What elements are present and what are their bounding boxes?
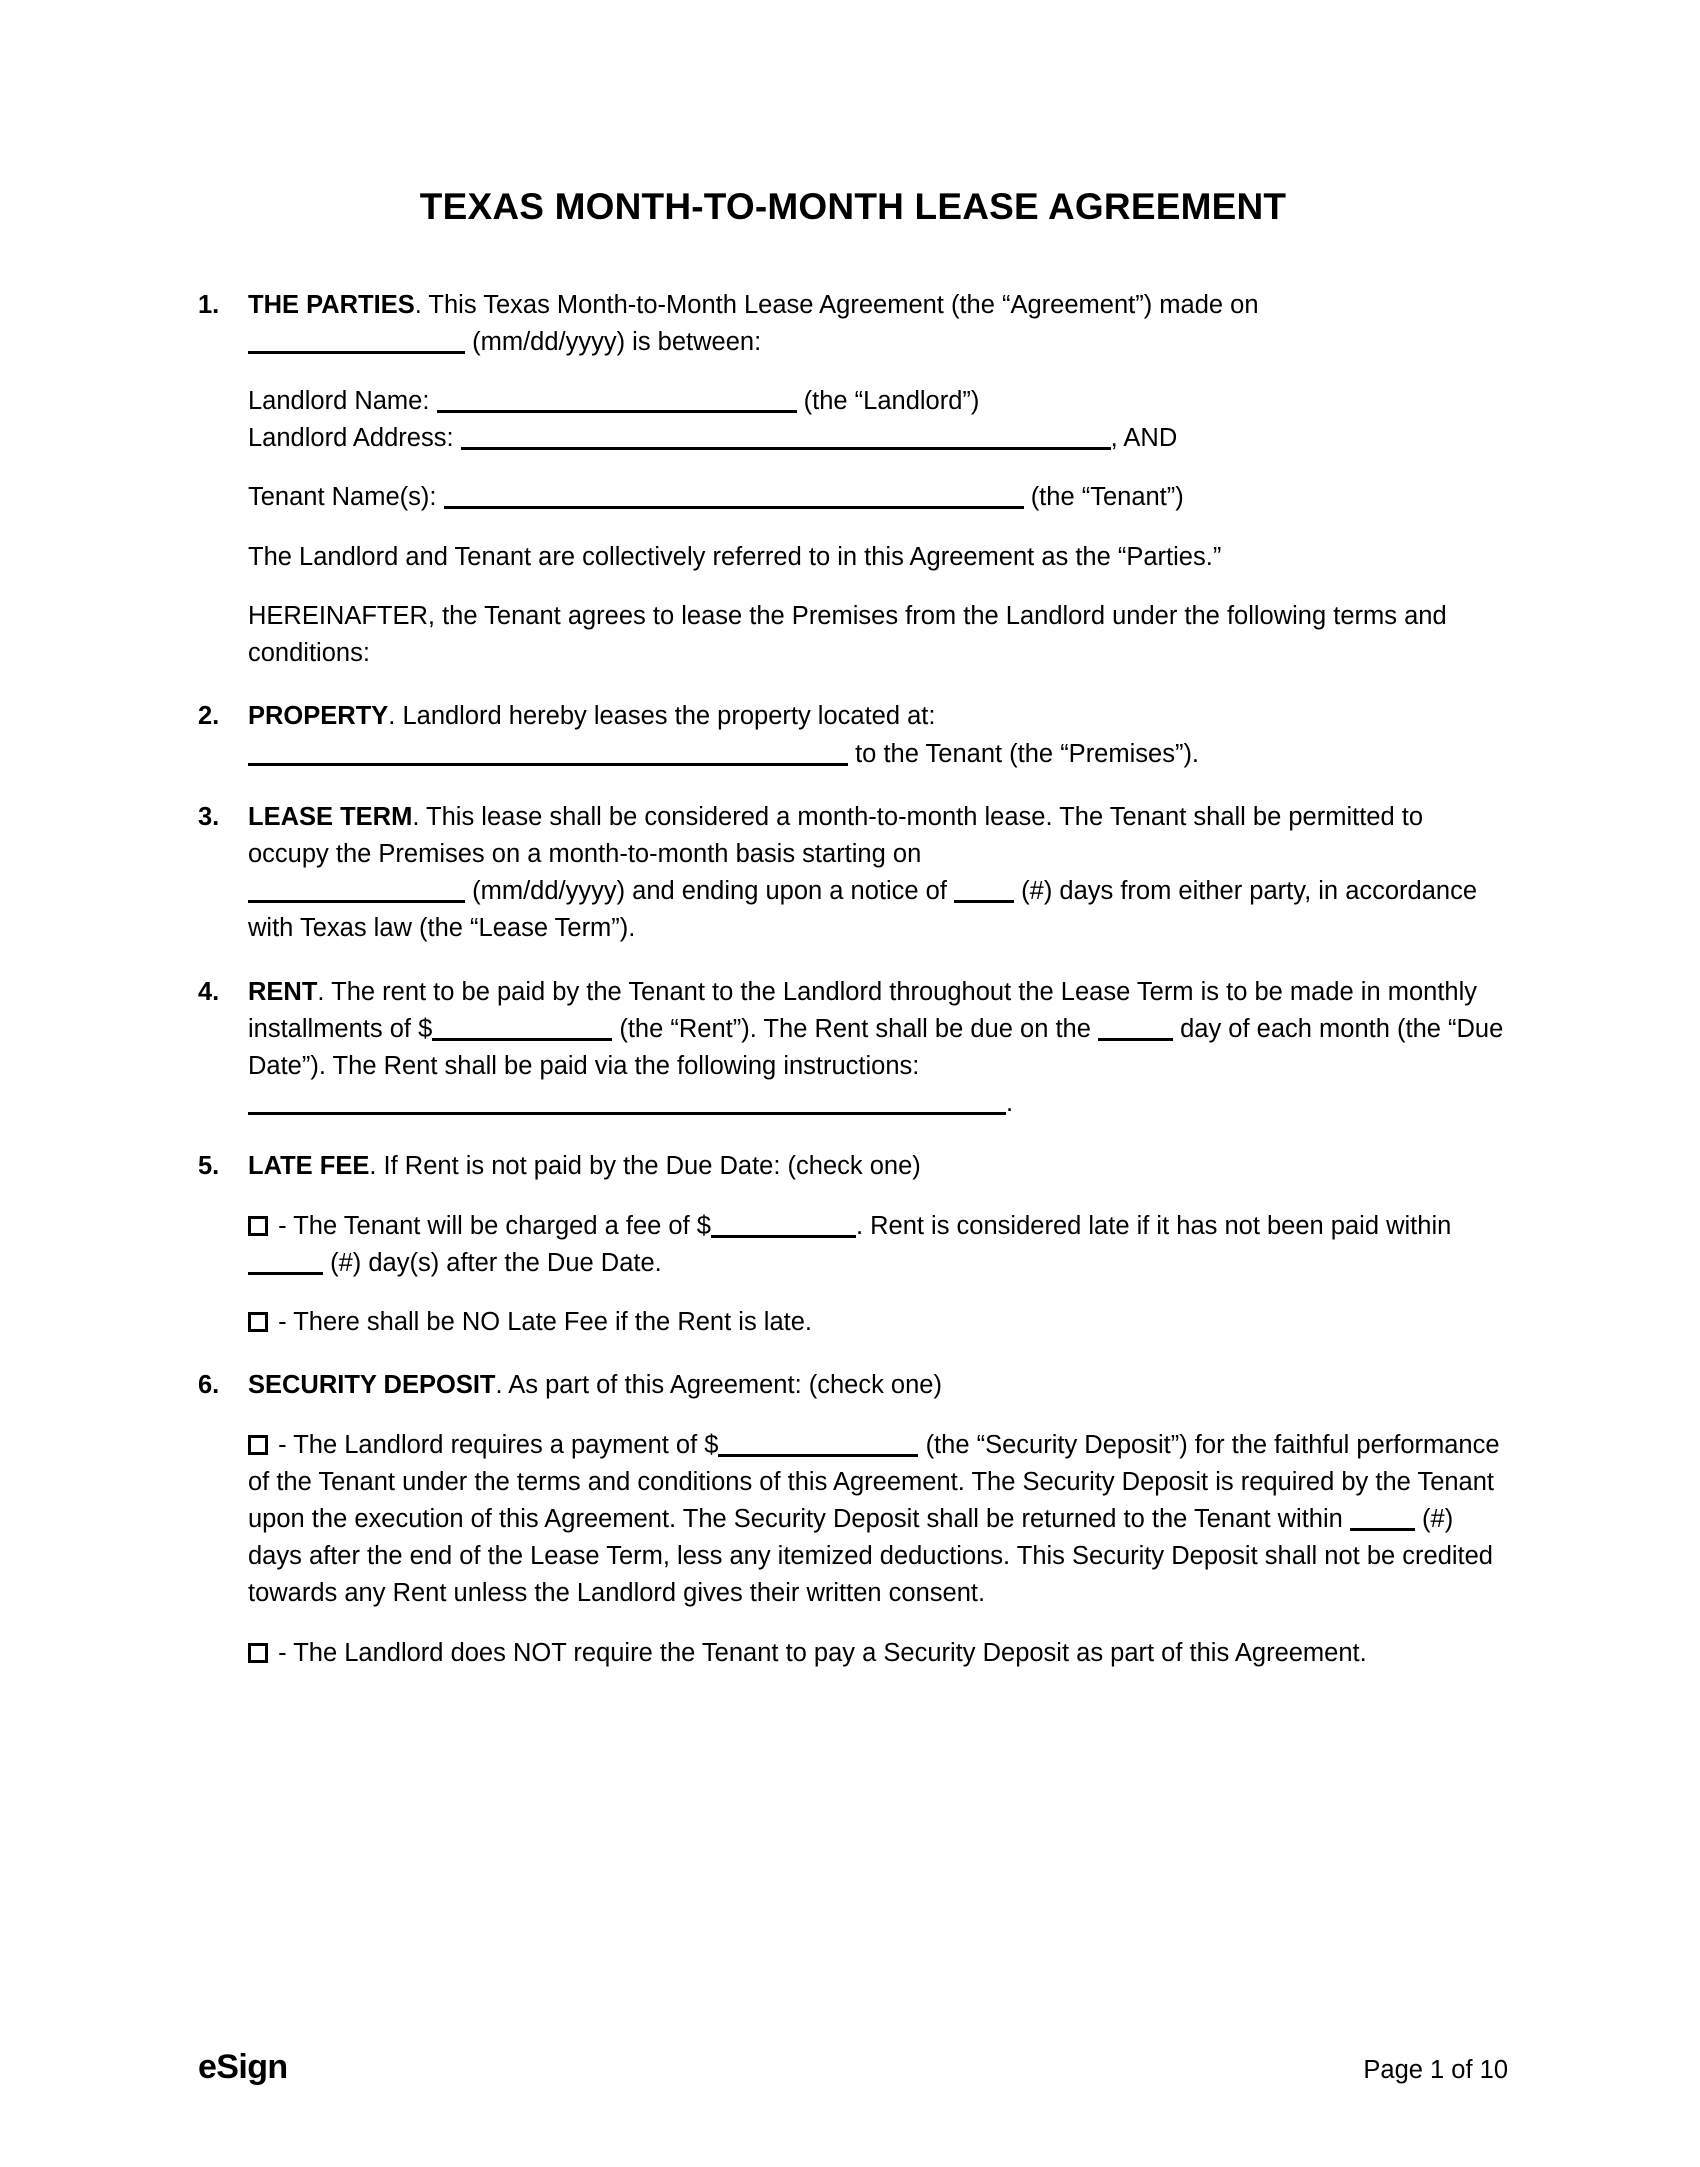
clause-4-text-d: . <box>1006 1089 1014 1118</box>
clause-heading: LEASE TERM <box>248 802 413 831</box>
rent-amount-blank[interactable] <box>432 1016 612 1041</box>
clause-3-body <box>248 799 1508 948</box>
security-deposit-return-days-blank[interactable] <box>1350 1506 1415 1531</box>
clause-3-text-a: . This lease shall be considered a month-to-month lease. The Tenant shall be permitted to occupy the Premises on a month-to-month basis starting on <box>248 802 1424 868</box>
clause-number: 4. <box>198 977 220 1006</box>
clause-3-text-c: (#) days from either party, in accordance with Texas law (the “Lease Term”). <box>248 877 1478 943</box>
clause-property <box>198 698 1508 772</box>
landlord-address-label: Landlord Address: <box>248 424 454 453</box>
security-deposit-option-1-text-b: (the “Security Deposit”) for the faithful performance of the Tenant under the terms and conditions of this Agreement. The Security Deposit is required by the Tenant upon the execution of this Agreement. The Security Deposit shall be returned to the Tenant within <box>248 1430 1500 1534</box>
lease-start-date-blank[interactable] <box>248 878 465 903</box>
clause-4-text-c: day of each month (the “Due Date”). The Rent shall be paid via the following instructions: <box>248 1014 1504 1081</box>
tenant-name-label: Tenant Name(s): <box>248 483 437 512</box>
hereinafter-paragraph: HEREINAFTER, the Tenant agrees to lease the Premises from the Landlord under the following terms and conditions: <box>248 601 1447 668</box>
clause-security-deposit <box>198 1367 1508 1672</box>
rent-instructions-blank[interactable] <box>248 1090 1006 1115</box>
clause-5-body <box>248 1148 1508 1185</box>
security-deposit-option-2-text: - The Landlord does NOT require the Tenant to pay a Security Deposit as part of this Agreement. <box>278 1638 1367 1667</box>
clause-the-parties <box>198 287 1508 673</box>
late-fee-amount-blank[interactable] <box>711 1213 856 1238</box>
clause-number: 3. <box>198 802 220 831</box>
checkbox-security-deposit-required[interactable] <box>248 1435 268 1455</box>
tenant-name-row <box>248 479 1508 516</box>
late-fee-option-none <box>248 1304 1508 1341</box>
landlord-address-blank[interactable] <box>461 425 1111 450</box>
tenant-name-suffix: (the “Tenant”) <box>1030 483 1184 512</box>
clause-heading: THE PARTIES <box>248 290 415 319</box>
rent-due-day-blank[interactable] <box>1098 1016 1173 1041</box>
clause-6-body <box>248 1367 1508 1404</box>
clause-rent <box>198 974 1508 1123</box>
clause-2-text-a: . Landlord hereby leases the property located at: <box>388 702 936 731</box>
security-deposit-option-not-required <box>248 1635 1508 1672</box>
clause-heading: LATE FEE <box>248 1152 370 1181</box>
late-fee-option-charged <box>248 1208 1508 1282</box>
clause-late-fee <box>198 1148 1508 1341</box>
security-deposit-option-1-text-c: (#) days after the end of the Lease Term, less any itemized deductions. This Security Deposit shall not be credited towards any Rent unless the Landlord gives their written consent. <box>248 1505 1493 1608</box>
notice-days-blank[interactable] <box>954 878 1014 903</box>
clause-4-text-a: . The rent to be paid by the Tenant to the Landlord throughout the Lease Term is to be made in monthly installments of $ <box>248 977 1478 1043</box>
security-deposit-option-1-text-a: - The Landlord requires a payment of $ <box>278 1430 719 1459</box>
clause-4-body <box>248 974 1508 1123</box>
late-fee-option-1-text-a: - The Tenant will be charged a fee of $ <box>278 1211 711 1240</box>
clause-number: 1. <box>198 290 220 319</box>
clause-2-text-b: to the Tenant (the “Premises”). <box>855 739 1200 768</box>
clause-number: 5. <box>198 1152 220 1181</box>
clause-lease-term <box>198 799 1508 948</box>
page-number: Page 1 of 10 <box>1363 2056 1508 2084</box>
landlord-address-suffix: , AND <box>1110 424 1178 453</box>
parties-collective-paragraph: The Landlord and Tenant are collectively referred to in this Agreement as the “Parties.” <box>248 542 1222 571</box>
page-title: TEXAS MONTH-TO-MONTH LEASE AGREEMENT <box>419 186 1287 227</box>
document-content <box>198 186 1508 1698</box>
landlord-name-suffix: (the “Landlord”) <box>803 386 980 415</box>
clause-number: 6. <box>198 1371 220 1400</box>
late-fee-option-1-text-c: (#) day(s) after the Due Date. <box>330 1248 662 1277</box>
checkbox-security-deposit-not-required[interactable] <box>248 1643 268 1663</box>
clause-3-text-b: (mm/dd/yyyy) and ending upon a notice of <box>472 877 947 906</box>
agreement-date-blank[interactable] <box>248 329 465 354</box>
clause-6-text-a: . As part of this Agreement: (check one) <box>495 1371 942 1400</box>
landlord-name-blank[interactable] <box>437 388 797 413</box>
clause-number: 2. <box>198 702 220 731</box>
parties-fields <box>248 383 1508 457</box>
late-fee-grace-days-blank[interactable] <box>248 1250 323 1275</box>
security-deposit-option-required <box>248 1427 1508 1613</box>
esign-logo: eSign <box>198 2048 288 2086</box>
clause-4-text-b: (the “Rent”). The Rent shall be due on the <box>619 1014 1091 1043</box>
checkbox-late-fee-none[interactable] <box>248 1312 268 1332</box>
landlord-name-label: Landlord Name: <box>248 386 430 415</box>
security-deposit-amount-blank[interactable] <box>718 1432 918 1457</box>
checkbox-late-fee-charged[interactable] <box>248 1216 268 1236</box>
clause-heading: SECURITY DEPOSIT <box>248 1371 496 1400</box>
clause-1-intro <box>248 287 1508 361</box>
page-footer <box>198 2048 1508 2087</box>
clause-5-text-a: . If Rent is not paid by the Due Date: (check one) <box>369 1152 921 1181</box>
clause-2-body <box>248 698 1508 772</box>
landlord-address-row <box>248 420 1508 457</box>
clause-1-intro-b: (mm/dd/yyyy) is between: <box>472 327 762 356</box>
landlord-name-row <box>248 383 1508 420</box>
clause-1-intro-a: . This Texas Month-to-Month Lease Agreement (the “Agreement”) made on <box>414 290 1259 319</box>
tenant-name-blank[interactable] <box>444 484 1024 509</box>
clause-heading: RENT <box>248 977 318 1006</box>
premises-address-blank[interactable] <box>248 741 848 766</box>
late-fee-option-1-text-b: . Rent is considered late if it has not been paid within <box>855 1211 1452 1240</box>
clause-heading: PROPERTY <box>248 702 389 731</box>
late-fee-option-2-text: - There shall be NO Late Fee if the Rent is late. <box>278 1308 812 1337</box>
